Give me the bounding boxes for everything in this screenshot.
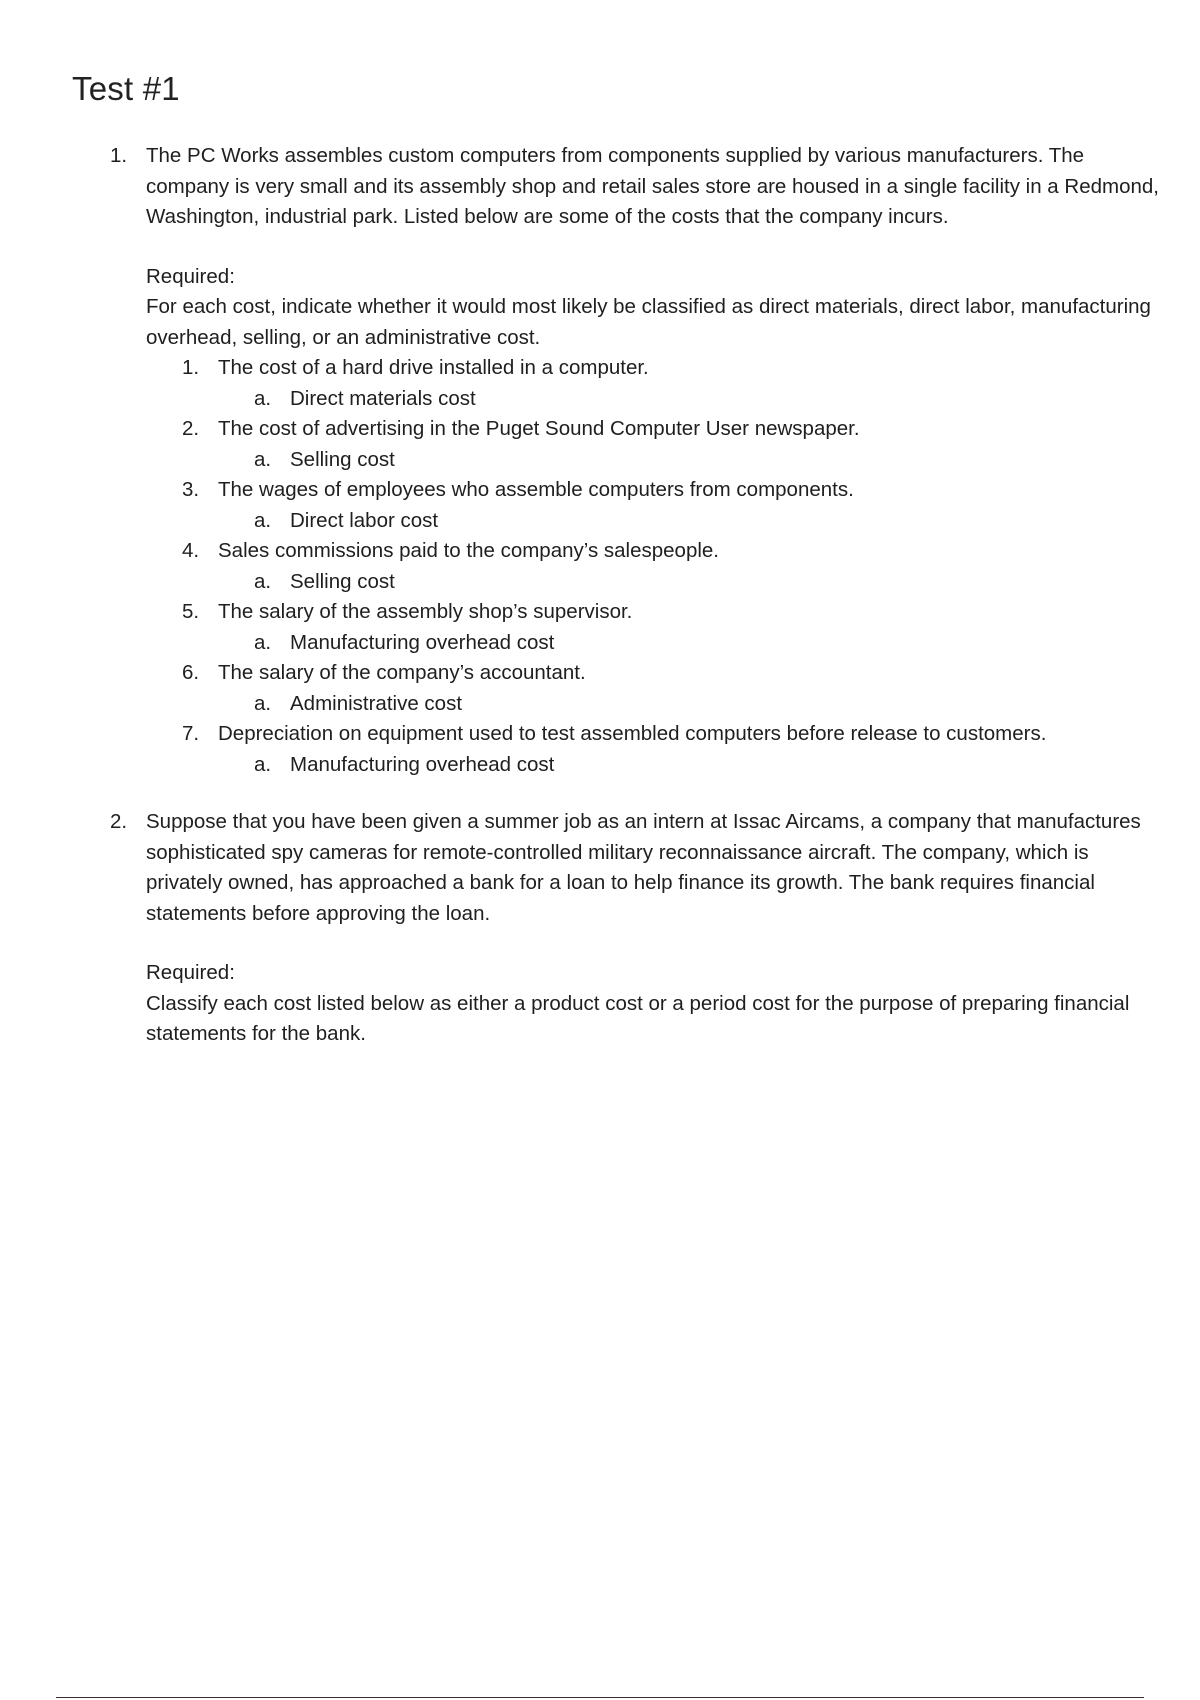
item-text: The wages of employees who assemble computers from components.	[218, 478, 854, 501]
required-text: Classify each cost listed below as either a product cost or a period cost for the purpose of preparing financial statements for the bank.	[146, 991, 1130, 1045]
required-text: For each cost, indicate whether it would most likely be classified as direct materials, direct labor, manufacturing overhead, selling, or an administrative cost.	[146, 295, 1151, 349]
question-1	[100, 141, 1160, 780]
question-number: 1.	[110, 144, 128, 167]
list-item	[146, 475, 1160, 536]
item-text: The cost of advertising in the Puget Sound Computer User newspaper.	[218, 417, 860, 440]
item-number: 7.	[182, 722, 200, 745]
required-section	[146, 958, 1160, 1050]
answer-text: Selling cost	[290, 447, 395, 471]
list-item	[146, 597, 1160, 658]
answer-letter: a.	[254, 569, 272, 593]
item-number: 4.	[182, 539, 200, 562]
item-number: 6.	[182, 661, 200, 684]
required-label: Required:	[146, 264, 235, 288]
required-label: Required:	[146, 961, 235, 984]
answer-letter: a.	[254, 752, 272, 776]
answer-text: Manufacturing overhead cost	[290, 630, 555, 654]
list-item	[146, 719, 1160, 780]
document-title: Test #1	[72, 70, 180, 107]
answer-letter: a.	[254, 508, 272, 532]
answer-text: Manufacturing overhead cost	[290, 752, 555, 776]
page-bottom-divider	[56, 1697, 1144, 1698]
item-text: The cost of a hard drive installed in a computer.	[218, 356, 649, 379]
question-text: Suppose that you have been given a summer job as an intern at Issac Aircams, a company that manufactures sophisticated spy cameras for remote-controlled military reconnaissance aircraft. The company, which is privately owned, has approached a bank for a loan to help finance its growth. The bank requires financial statements before approving the loan.	[146, 810, 1141, 925]
answer-text: Direct materials cost	[290, 386, 476, 410]
question-number: 2.	[110, 810, 128, 833]
list-item	[146, 414, 1160, 475]
answer-text: Administrative cost	[290, 691, 463, 715]
answer-letter: a.	[254, 691, 272, 715]
item-text: The salary of the company’s accountant.	[218, 661, 586, 684]
item-text: Sales commissions paid to the company’s salespeople.	[218, 539, 719, 562]
list-item	[146, 658, 1160, 719]
answer-letter: a.	[254, 630, 272, 654]
question-text: The PC Works assembles custom computers from components supplied by various manufacturers. The company is very small and its assembly shop and retail sales store are housed in a single facility in a Redmond, Washington, industrial park. Listed below are some of the costs that the company incurs.	[146, 144, 1159, 228]
document-body	[100, 141, 1160, 1050]
answer-letter: a.	[254, 386, 272, 410]
item-number: 5.	[182, 600, 200, 623]
item-number: 3.	[182, 478, 200, 501]
answer-text: Selling cost	[290, 569, 395, 593]
answer-letter: a.	[254, 447, 272, 471]
list-item	[146, 353, 1160, 414]
item-text: Depreciation on equipment used to test assembled computers before release to customers.	[218, 722, 1047, 745]
answer-text: Direct labor cost	[290, 508, 439, 532]
required-section	[146, 262, 1160, 354]
item-number: 2.	[182, 417, 200, 440]
item-number: 1.	[182, 356, 200, 379]
item-text: The salary of the assembly shop’s supervisor.	[218, 600, 633, 623]
list-item	[146, 536, 1160, 597]
cost-item-list	[146, 353, 1160, 780]
question-2	[100, 807, 1160, 1050]
